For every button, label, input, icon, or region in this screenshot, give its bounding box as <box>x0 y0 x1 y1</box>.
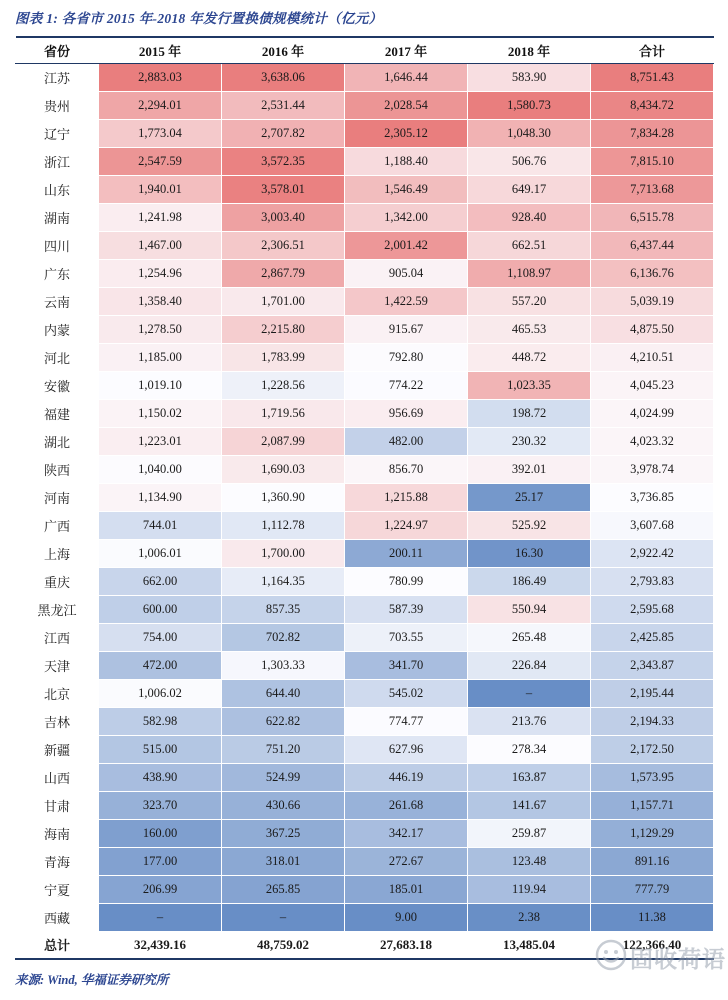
value-cell: 1,188.40 <box>345 147 468 175</box>
figure-title: 图表 1: 各省市 2015 年-2018 年发行置换债规模统计（亿元） <box>15 11 383 26</box>
value-cell: 7,815.10 <box>591 147 714 175</box>
value-cell: 472.00 <box>99 651 222 679</box>
value-cell: 323.70 <box>99 791 222 819</box>
value-cell: 1,228.56 <box>222 371 345 399</box>
value-cell: 1,773.04 <box>99 119 222 147</box>
value-cell: 1,215.88 <box>345 483 468 511</box>
value-cell: 550.94 <box>468 595 591 623</box>
value-cell: 780.99 <box>345 567 468 595</box>
value-cell: 206.99 <box>99 875 222 903</box>
value-cell: 4,023.32 <box>591 427 714 455</box>
province-cell: 天津 <box>16 651 99 679</box>
province-cell: 安徽 <box>16 371 99 399</box>
table-row <box>16 791 714 819</box>
value-cell: 792.80 <box>345 343 468 371</box>
value-cell: 265.85 <box>222 875 345 903</box>
value-cell: 1,940.01 <box>99 175 222 203</box>
value-cell: 1,241.98 <box>99 203 222 231</box>
value-cell: 3,607.68 <box>591 511 714 539</box>
table-row <box>16 455 714 483</box>
province-cell: 四川 <box>16 231 99 259</box>
value-cell: 1,278.50 <box>99 315 222 343</box>
value-cell: 6,437.44 <box>591 231 714 259</box>
value-cell: 2,028.54 <box>345 91 468 119</box>
province-cell: 广西 <box>16 511 99 539</box>
value-cell: 1,006.02 <box>99 679 222 707</box>
value-cell: 582.98 <box>99 707 222 735</box>
value-cell: 1,303.33 <box>222 651 345 679</box>
value-cell: 1,023.35 <box>468 371 591 399</box>
value-cell: 2,215.80 <box>222 315 345 343</box>
province-cell: 海南 <box>16 819 99 847</box>
value-cell: 2,306.51 <box>222 231 345 259</box>
table-row <box>16 287 714 315</box>
header-row <box>16 37 714 63</box>
table-row <box>16 595 714 623</box>
data-table <box>15 36 714 960</box>
value-cell: 430.66 <box>222 791 345 819</box>
value-cell: – <box>222 903 345 931</box>
value-cell: 1,690.03 <box>222 455 345 483</box>
value-cell: 7,713.68 <box>591 175 714 203</box>
total-label-cell: 总计 <box>16 931 99 959</box>
table-row <box>16 623 714 651</box>
value-cell: 1,360.90 <box>222 483 345 511</box>
value-cell: 774.22 <box>345 371 468 399</box>
value-cell: 1,006.01 <box>99 539 222 567</box>
value-cell: 622.82 <box>222 707 345 735</box>
value-cell: 1,108.97 <box>468 259 591 287</box>
table-row <box>16 483 714 511</box>
value-cell: 2,087.99 <box>222 427 345 455</box>
province-cell: 河南 <box>16 483 99 511</box>
value-cell: 662.51 <box>468 231 591 259</box>
value-cell: 1,342.00 <box>345 203 468 231</box>
column-header: 省份 <box>16 37 99 63</box>
table-row <box>16 371 714 399</box>
value-cell: 4,210.51 <box>591 343 714 371</box>
table-row <box>16 651 714 679</box>
province-cell: 新疆 <box>16 735 99 763</box>
value-cell: 1,112.78 <box>222 511 345 539</box>
value-cell: 1,019.10 <box>99 371 222 399</box>
value-cell: 1,467.00 <box>99 231 222 259</box>
table-row <box>16 875 714 903</box>
value-cell: 1,573.95 <box>591 763 714 791</box>
value-cell: 119.94 <box>468 875 591 903</box>
value-cell: 186.49 <box>468 567 591 595</box>
value-cell: 465.53 <box>468 315 591 343</box>
value-cell: 928.40 <box>468 203 591 231</box>
table-row <box>16 707 714 735</box>
value-cell: 2,305.12 <box>345 119 468 147</box>
table-body <box>16 63 714 959</box>
table-row <box>16 903 714 931</box>
table-row <box>16 91 714 119</box>
table-row <box>16 175 714 203</box>
table-row <box>16 847 714 875</box>
province-cell: 青海 <box>16 847 99 875</box>
value-cell: 141.67 <box>468 791 591 819</box>
table-row <box>16 679 714 707</box>
value-cell: 545.02 <box>345 679 468 707</box>
value-cell: 2,867.79 <box>222 259 345 287</box>
province-cell: 江西 <box>16 623 99 651</box>
value-cell: 123.48 <box>468 847 591 875</box>
value-cell: 3,578.01 <box>222 175 345 203</box>
value-cell: 587.39 <box>345 595 468 623</box>
value-cell: 857.35 <box>222 595 345 623</box>
value-cell: 774.77 <box>345 707 468 735</box>
value-cell: 438.90 <box>99 763 222 791</box>
value-cell: 1,254.96 <box>99 259 222 287</box>
value-cell: 230.32 <box>468 427 591 455</box>
province-cell: 北京 <box>16 679 99 707</box>
value-cell: 1,422.59 <box>345 287 468 315</box>
value-cell: 915.67 <box>345 315 468 343</box>
value-cell: 4,045.23 <box>591 371 714 399</box>
province-cell: 吉林 <box>16 707 99 735</box>
column-header: 2015 年 <box>99 37 222 63</box>
value-cell: 3,003.40 <box>222 203 345 231</box>
province-cell: 江苏 <box>16 63 99 91</box>
value-cell: 318.01 <box>222 847 345 875</box>
value-cell: 702.82 <box>222 623 345 651</box>
value-cell: 185.01 <box>345 875 468 903</box>
value-cell: 1,150.02 <box>99 399 222 427</box>
table-row <box>16 511 714 539</box>
value-cell: 1,224.97 <box>345 511 468 539</box>
province-cell: 湖南 <box>16 203 99 231</box>
value-cell: 5,039.19 <box>591 287 714 315</box>
value-cell: 8,434.72 <box>591 91 714 119</box>
value-cell: 649.17 <box>468 175 591 203</box>
value-cell: 9.00 <box>345 903 468 931</box>
value-cell: 856.70 <box>345 455 468 483</box>
value-cell: 367.25 <box>222 819 345 847</box>
table-row <box>16 399 714 427</box>
value-cell: 1,719.56 <box>222 399 345 427</box>
value-cell: 2,883.03 <box>99 63 222 91</box>
value-cell: 272.67 <box>345 847 468 875</box>
total-value-cell: 27,683.18 <box>345 931 468 959</box>
province-cell: 西藏 <box>16 903 99 931</box>
value-cell: 2,793.83 <box>591 567 714 595</box>
value-cell: 278.34 <box>468 735 591 763</box>
value-cell: 16.30 <box>468 539 591 567</box>
column-header: 2017 年 <box>345 37 468 63</box>
source-note: 来源: Wind, 华福证券研究所 <box>15 973 169 987</box>
value-cell: 2,172.50 <box>591 735 714 763</box>
value-cell: 777.79 <box>591 875 714 903</box>
watermark-text: 固收荷语 <box>630 947 726 972</box>
value-cell: 662.00 <box>99 567 222 595</box>
value-cell: 25.17 <box>468 483 591 511</box>
value-cell: 515.00 <box>99 735 222 763</box>
column-header: 2016 年 <box>222 37 345 63</box>
value-cell: 2,595.68 <box>591 595 714 623</box>
table-row <box>16 119 714 147</box>
column-header: 2018 年 <box>468 37 591 63</box>
table-row <box>16 203 714 231</box>
table-row <box>16 427 714 455</box>
value-cell: 1,185.00 <box>99 343 222 371</box>
value-cell: 11.38 <box>591 903 714 931</box>
value-cell: 446.19 <box>345 763 468 791</box>
value-cell: 744.01 <box>99 511 222 539</box>
province-cell: 山东 <box>16 175 99 203</box>
value-cell: 525.92 <box>468 511 591 539</box>
province-cell: 黑龙江 <box>16 595 99 623</box>
value-cell: 198.72 <box>468 399 591 427</box>
value-cell: 392.01 <box>468 455 591 483</box>
column-header: 合计 <box>591 37 714 63</box>
value-cell: 751.20 <box>222 735 345 763</box>
table-row <box>16 63 714 91</box>
value-cell: 259.87 <box>468 819 591 847</box>
value-cell: 261.68 <box>345 791 468 819</box>
value-cell: 627.96 <box>345 735 468 763</box>
value-cell: 2,294.01 <box>99 91 222 119</box>
value-cell: 213.76 <box>468 707 591 735</box>
province-cell: 山西 <box>16 763 99 791</box>
value-cell: 2,343.87 <box>591 651 714 679</box>
value-cell: 524.99 <box>222 763 345 791</box>
table-row <box>16 231 714 259</box>
value-cell: 6,136.76 <box>591 259 714 287</box>
value-cell: 2,194.33 <box>591 707 714 735</box>
table-row <box>16 735 714 763</box>
value-cell: 3,736.85 <box>591 483 714 511</box>
total-value-cell: 122,366.40 <box>591 931 714 959</box>
value-cell: 8,751.43 <box>591 63 714 91</box>
table-row <box>16 763 714 791</box>
value-cell: 583.90 <box>468 63 591 91</box>
province-cell: 湖北 <box>16 427 99 455</box>
value-cell: 3,572.35 <box>222 147 345 175</box>
value-cell: 200.11 <box>345 539 468 567</box>
table-row <box>16 819 714 847</box>
total-row <box>16 931 714 959</box>
value-cell: 1,164.35 <box>222 567 345 595</box>
province-cell: 重庆 <box>16 567 99 595</box>
value-cell: 644.40 <box>222 679 345 707</box>
value-cell: 557.20 <box>468 287 591 315</box>
value-cell: 956.69 <box>345 399 468 427</box>
value-cell: 905.04 <box>345 259 468 287</box>
value-cell: 1,358.40 <box>99 287 222 315</box>
province-cell: 陕西 <box>16 455 99 483</box>
table-row <box>16 539 714 567</box>
province-cell: 贵州 <box>16 91 99 119</box>
table-header <box>16 37 714 63</box>
table-row <box>16 147 714 175</box>
value-cell: 1,223.01 <box>99 427 222 455</box>
table-row <box>16 343 714 371</box>
value-cell: 1,040.00 <box>99 455 222 483</box>
province-cell: 福建 <box>16 399 99 427</box>
value-cell: 2,425.85 <box>591 623 714 651</box>
province-cell: 浙江 <box>16 147 99 175</box>
value-cell: 2,922.42 <box>591 539 714 567</box>
value-cell: 482.00 <box>345 427 468 455</box>
value-cell: 1,157.71 <box>591 791 714 819</box>
value-cell: 1,646.44 <box>345 63 468 91</box>
value-cell: 6,515.78 <box>591 203 714 231</box>
table-row <box>16 315 714 343</box>
total-value-cell: 32,439.16 <box>99 931 222 959</box>
value-cell: 891.16 <box>591 847 714 875</box>
table-row <box>16 567 714 595</box>
value-cell: 754.00 <box>99 623 222 651</box>
value-cell: 600.00 <box>99 595 222 623</box>
value-cell: 163.87 <box>468 763 591 791</box>
value-cell: 341.70 <box>345 651 468 679</box>
value-cell: 177.00 <box>99 847 222 875</box>
value-cell: 448.72 <box>468 343 591 371</box>
value-cell: 1,700.00 <box>222 539 345 567</box>
province-cell: 甘肃 <box>16 791 99 819</box>
value-cell: 2,707.82 <box>222 119 345 147</box>
value-cell: 226.84 <box>468 651 591 679</box>
value-cell: – <box>468 679 591 707</box>
province-cell: 辽宁 <box>16 119 99 147</box>
value-cell: 3,978.74 <box>591 455 714 483</box>
table-row <box>16 259 714 287</box>
province-cell: 上海 <box>16 539 99 567</box>
total-value-cell: 48,759.02 <box>222 931 345 959</box>
province-cell: 云南 <box>16 287 99 315</box>
value-cell: 2,547.59 <box>99 147 222 175</box>
province-cell: 宁夏 <box>16 875 99 903</box>
value-cell: 342.17 <box>345 819 468 847</box>
province-cell: 内蒙 <box>16 315 99 343</box>
value-cell: 1,580.73 <box>468 91 591 119</box>
value-cell: 506.76 <box>468 147 591 175</box>
value-cell: 3,638.06 <box>222 63 345 91</box>
value-cell: 160.00 <box>99 819 222 847</box>
value-cell: 1,129.29 <box>591 819 714 847</box>
value-cell: 1,134.90 <box>99 483 222 511</box>
province-cell: 广东 <box>16 259 99 287</box>
value-cell: 2,195.44 <box>591 679 714 707</box>
province-cell: 河北 <box>16 343 99 371</box>
value-cell: 7,834.28 <box>591 119 714 147</box>
value-cell: 1,783.99 <box>222 343 345 371</box>
value-cell: 2.38 <box>468 903 591 931</box>
value-cell: 2,001.42 <box>345 231 468 259</box>
value-cell: 1,546.49 <box>345 175 468 203</box>
value-cell: 265.48 <box>468 623 591 651</box>
value-cell: 1,701.00 <box>222 287 345 315</box>
value-cell: – <box>99 903 222 931</box>
value-cell: 703.55 <box>345 623 468 651</box>
value-cell: 2,531.44 <box>222 91 345 119</box>
value-cell: 4,875.50 <box>591 315 714 343</box>
value-cell: 1,048.30 <box>468 119 591 147</box>
total-value-cell: 13,485.04 <box>468 931 591 959</box>
value-cell: 4,024.99 <box>591 399 714 427</box>
